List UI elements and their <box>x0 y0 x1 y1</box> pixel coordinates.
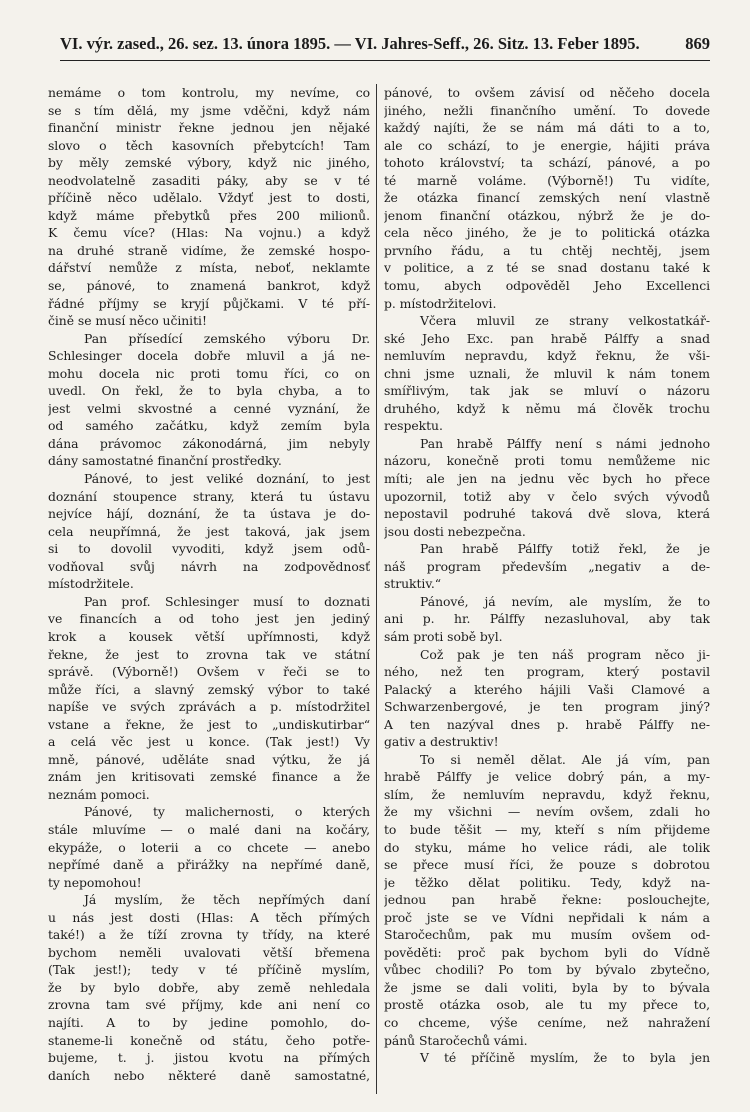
text-line: Pánové, já nevím, ale myslím, že to <box>420 593 710 609</box>
header-title: VI. výr. zased., 26. sez. 13. února 1895. — VI. Jahres-Seff., 26. Sitz. 13. Feber 1895. <box>60 34 640 53</box>
header-rule <box>60 60 710 61</box>
text-line: A ten nazýval dnes p. hrabě Pálffy ne- <box>384 716 710 732</box>
text-line: Pan přísedící zemského výboru Dr. <box>84 330 370 346</box>
text-line: jsou dosti nebezpečna. <box>384 523 526 539</box>
text-line: napíše ve svých zprávách a p. místodržitel <box>48 699 370 715</box>
text-line: druhého, když k němu má člověk trochu <box>384 400 710 416</box>
text-line: správě. (Výborně!) Ovšem v řeči se to <box>48 664 370 680</box>
text-line: náš program především „negativ a de- <box>384 558 710 574</box>
text-line: jednou pan hrabě řekne: poslouchejte, <box>384 892 710 908</box>
text-line: najíti. A to by jedine pomohlo, do- <box>48 1014 370 1030</box>
text-line: nemluvím nepravdu, když řeknu, že vši- <box>384 348 710 364</box>
text-line: té marně voláme. (Výborně!) Tu vidíte, <box>384 172 710 188</box>
text-line: ekypáže, o loterii a co chcete — anebo <box>48 839 370 855</box>
text-line: pánů Staročechů vámi. <box>384 1032 528 1048</box>
text-line: Pánové, ty malichernosti, o kterých <box>84 804 370 820</box>
text-line: že otázka financí zemských není vlastně <box>384 190 710 206</box>
text-line: slovo o těch kasovních přebytcích! Tam <box>48 137 370 153</box>
text-line: to bude těšit — my, kteří s ním přijdeme <box>384 821 710 837</box>
text-line: také!) a že tíží zrovna ty třídy, na které <box>48 927 370 943</box>
text-line: ve financích a od toho jest jen jediný <box>48 611 370 627</box>
text-line: řekne, že jest to zrovna tak ve státní <box>48 646 370 662</box>
text-line: sám proti sobě byl. <box>384 628 503 644</box>
text-line: prostě otázka osob, ale tu my přece to, <box>384 997 710 1013</box>
text-line: prvního řádu, a tu chtěj nechtěj, jsem <box>384 242 710 258</box>
text-line: zrovna tam své příjmy, kde ani není co <box>48 997 370 1013</box>
text-line: pánové, to ovšem závisí od něčeho docela <box>384 85 710 100</box>
text-line: daních nebo některé daně samostatné, <box>48 1067 370 1083</box>
text-line: struktiv.“ <box>384 576 441 592</box>
text-line: a celá věc jest u konce. (Tak jest!) Vy <box>48 734 370 750</box>
text-line: V té příčině myslím, že to byla jen <box>420 1050 710 1066</box>
text-line: dány samostatné finanční prostředky. <box>48 453 282 469</box>
page-number: 869 <box>685 34 710 53</box>
text-line: slím, že nemluvím nepravdu, když řeknu, <box>384 786 710 802</box>
text-line: čině se musí něco učiniti! <box>48 313 207 329</box>
text-line: v politice, a z té se snad dostanu také k <box>384 260 710 276</box>
text-line: mně, pánové, uděláte snad výtku, že já <box>48 751 370 767</box>
text-line: může říci, a slavný zemský výbor to také <box>48 681 370 697</box>
text-line: proč jste se ve Vídni nepřidali k nám a <box>384 909 710 925</box>
column-divider <box>376 84 377 1094</box>
text-line: finanční ministr řekne jednou jen nějaké <box>48 120 370 136</box>
text-line: hrabě Pálffy je velice dobrý pán, a my- <box>384 769 710 785</box>
text-line: dána právomoc zákonodárná, jim nebyly <box>48 435 370 451</box>
text-line: upozornil, totiž aby v čelo svých vývodů <box>384 488 710 504</box>
text-line: vodňoval svůj návrh na zodpovědnosť <box>48 558 370 574</box>
text-line: názoru, konečně proti tomu nemůžeme nic <box>384 453 710 469</box>
text-line: Pan prof. Schlesinger musí to doznati <box>84 593 370 609</box>
text-line: si to dovolil vyvoditi, když jsem odů- <box>48 541 370 557</box>
text-line: znám jen kritisovati zemské finance a že <box>48 769 370 785</box>
text-line: u nás jest dosti (Hlas: A těch přímých <box>48 909 370 925</box>
text-line: cela neupřímná, že jest taková, jak jsem <box>48 523 370 539</box>
text-line: Palacký a kterého hájili Vaši Clamové a <box>384 681 710 697</box>
text-line: se, pánové, to znamená bankrot, když <box>48 278 370 294</box>
text-line: Schlesinger docela dobře mluvil a já ne- <box>48 348 370 364</box>
text-line: ale co schází, to je energie, hájiti práva <box>384 137 710 153</box>
text-line: že by bylo dobře, aby země nehledala <box>48 979 370 995</box>
text-line: Což pak je ten náš program něco ji- <box>420 646 710 662</box>
text-line: se přece musí říci, že pouze s dobrotou <box>384 857 710 873</box>
text-line: ani p. hr. Pálffy nezasluhoval, aby tak <box>384 611 710 627</box>
text-line: chni jsme uznali, že mluvil k nám tonem <box>384 365 710 381</box>
text-line: dářství nemůže z místa, neboť, neklamte <box>48 260 370 276</box>
text-line: To si neměl dělat. Ale já vím, pan <box>420 751 710 767</box>
text-line: do styku, máme ho velice rádi, ale tolik <box>384 839 710 855</box>
text-line: řádné příjmy se kryjí půjčkami. V té pří- <box>48 295 370 311</box>
text-line: od samého začátku, když zemím byla <box>48 418 370 434</box>
text-line: jest velmi skvostné a cenné vyznání, že <box>48 400 370 416</box>
text-line: staneme-li konečně od státu, čeho potře- <box>48 1032 370 1048</box>
text-line: jenom finanční otázkou, nýbrž že je do- <box>384 207 710 223</box>
text-line: místodržitele. <box>48 576 134 592</box>
text-line: stále mluvíme — o malé dani na kočáry, <box>48 821 370 837</box>
text-line: Pánové, to jest veliké doznání, to jest <box>84 471 370 487</box>
text-line: doznání stoupence strany, která tu ústavu <box>48 488 370 504</box>
text-line: pověděti: proč pak bychom byli do Vídně <box>384 944 710 960</box>
text-line: tomu, abych odpověděl Jeho Excellenci <box>384 278 710 294</box>
text-line: míti; ale jen na jednu věc bych ho přece <box>384 471 710 487</box>
text-line: vůbec chodili? Po tom by bývalo zbytečno, <box>384 962 710 978</box>
text-line: když máme přebytků přes 200 milionů. <box>48 207 370 223</box>
text-line: Staročechům, pak mu musím ovšem od- <box>384 927 710 943</box>
text-line: nemáme o tom kontrolu, my nevíme, co <box>48 85 370 100</box>
text-line: p. místodržitelovi. <box>384 295 497 311</box>
text-line: smířlivým, tak jak se mluví o názoru <box>384 383 710 399</box>
text-line: že jsme se dali voliti, byla by to bývala <box>384 979 710 995</box>
text-line: ného, než ten program, který postavil <box>384 664 710 680</box>
text-line: cela něco jiného, že je to politická otázka <box>384 225 710 241</box>
text-line: uvedl. On řekl, že to byla chyba, a to <box>48 383 370 399</box>
text-line: se s tím dělá, my jsme vděčni, když nám <box>48 102 370 118</box>
right-column <box>384 84 710 1067</box>
text-line: že my všichni — nevím ovšem, zdali ho <box>384 804 710 820</box>
text-line: neznám pomoci. <box>48 786 150 802</box>
text-line: příčině něco udělalo. Vždyť jest to dosti, <box>48 190 370 206</box>
text-line: respektu. <box>384 418 443 434</box>
text-line: by měly zemské výbory, když nic jiného, <box>48 155 370 171</box>
text-line: krok a kousek větší upřímnosti, když <box>48 628 370 644</box>
text-line: (Tak jest!); tedy v té příčině myslím, <box>48 962 370 978</box>
text-line: Včera mluvil ze strany velkostatkář- <box>420 313 710 329</box>
text-line: nejvíce hájí, doznání, že ta ústava je do- <box>48 506 370 522</box>
text-line: mohu docela nic proti tomu říci, co on <box>48 365 370 381</box>
left-column <box>48 84 370 1084</box>
text-line: ty nepomohou! <box>48 874 142 890</box>
text-line: K čemu více? (Hlas: Na vojnu.) a když <box>48 225 370 241</box>
text-line: Já myslím, že těch nepřímých daní <box>84 892 370 908</box>
text-line: co chceme, výše ceníme, než nahražení <box>384 1014 710 1030</box>
text-line: neodvolatelně zasaditi páky, aby se v té <box>48 172 370 188</box>
text-line: bychom neměli uvalovati větší břemena <box>48 944 370 960</box>
text-line: Pan hrabě Pálffy totiž řekl, že je <box>420 541 710 557</box>
text-line: je těžko dělat politiku. Tedy, když na- <box>384 874 710 890</box>
text-line: nepřímé daně a přirážky na nepřímé daně, <box>48 857 370 873</box>
text-line: vstane a řekne, že jest to „undiskutirbar“ <box>48 716 370 732</box>
text-line: na druhé straně vidíme, že zemské hospo- <box>48 242 370 258</box>
text-line: Schwarzenbergové, je ten program jiný? <box>384 699 710 715</box>
running-header <box>60 34 710 56</box>
text-line: ské Jeho Exc. pan hrabě Pálffy a snad <box>384 330 710 346</box>
text-line: jiného, nežli finančního umění. To dovede <box>384 102 710 118</box>
text-line: bujeme, t. j. jistou kvotu na přímých <box>48 1050 370 1066</box>
text-line: gativ a destruktiv! <box>384 734 499 750</box>
text-line: Pan hrabě Pálffy není s námi jednoho <box>420 435 710 451</box>
text-line: nepostavil podruhé taková dvě slova, která <box>384 506 710 522</box>
text-line: tohoto království; ta schází, pánové, a po <box>384 155 710 171</box>
text-line: každý najíti, že se nám má dáti to a to, <box>384 120 710 136</box>
